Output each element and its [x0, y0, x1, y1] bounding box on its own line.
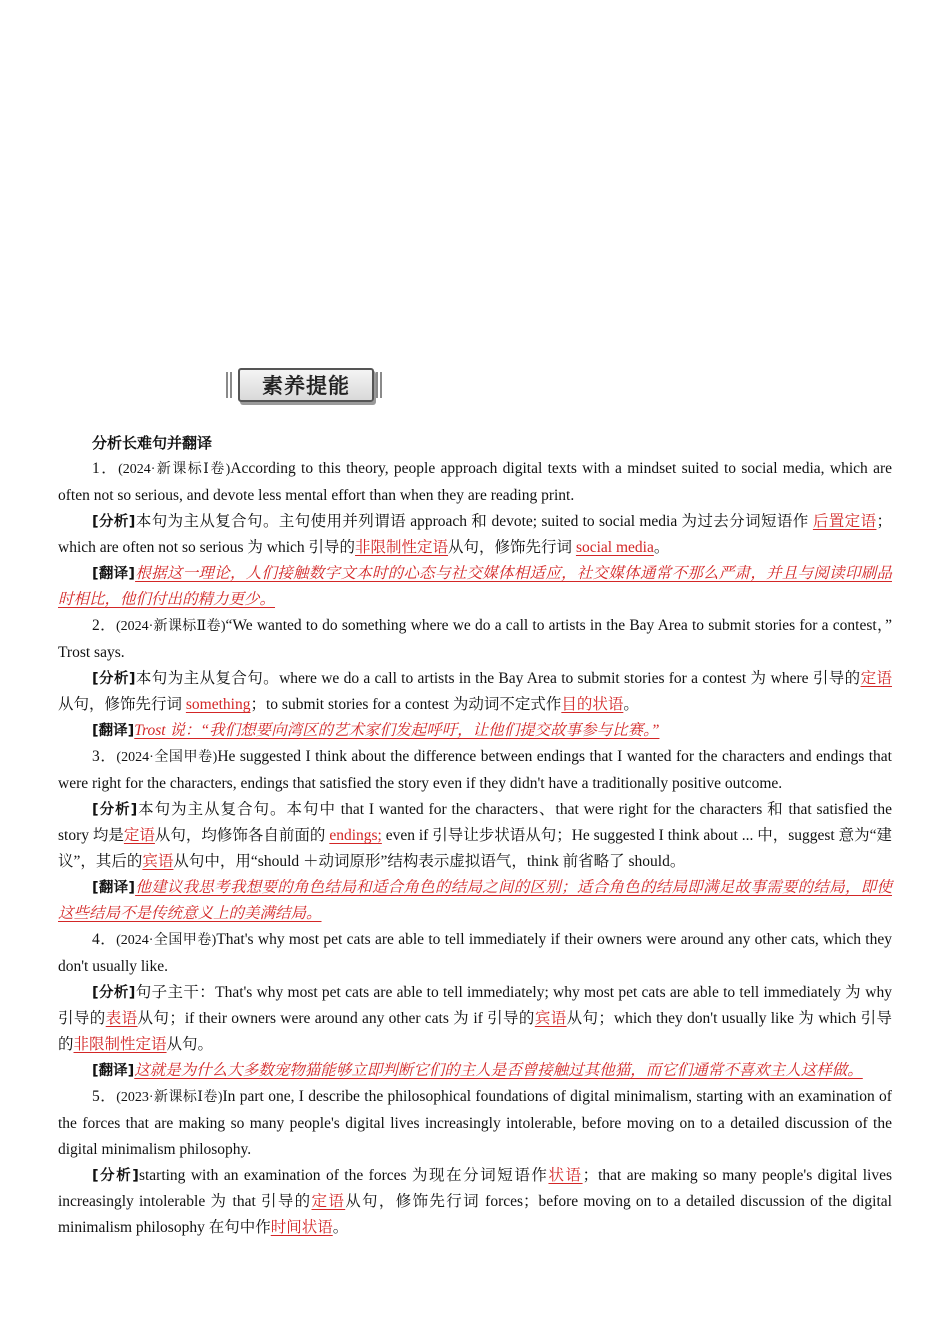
- item-number: 2．: [92, 617, 116, 634]
- item-1-sentence: [58, 456, 892, 509]
- translation-tag: [翻译]: [92, 723, 135, 739]
- item-number: 5．: [92, 1088, 117, 1105]
- answer-blank: 非限制性定语: [355, 539, 449, 556]
- analysis-text: 从句，修饰先行词: [448, 539, 573, 556]
- answer-blank: 宾语: [534, 1010, 567, 1027]
- item-source: (2024·全国甲卷): [116, 933, 217, 948]
- item-2-sentence: [58, 613, 892, 666]
- translation-tag: [翻译]: [92, 880, 136, 896]
- item-sentence-text: “We wanted to do something where we do a call to artists in the Bay Area to submit stories for a contest，” Trost says.: [58, 617, 892, 661]
- answer-blank: 后置定语: [812, 513, 877, 530]
- item-number: 3．: [92, 748, 117, 765]
- analysis-text: 。: [623, 696, 639, 713]
- item-number: 4．: [92, 931, 117, 948]
- item-1-analysis: [58, 509, 892, 561]
- analysis-text: 。: [332, 1219, 349, 1236]
- item-4-translation: [58, 1058, 892, 1084]
- translation-tag: [翻译]: [92, 566, 136, 582]
- item-sentence-text: According to this theory, people approach digital texts with a mindset suited to social media, which are often not so serious, and devote less mental effort than when they are reading print.: [58, 460, 892, 504]
- analysis-text: 从句中，用“should ＋动词原形”结构表示虚拟语气，think 前省略了 should。: [173, 853, 686, 870]
- analysis-text: 句子主干：That's why most pet cats are able to tell immediately; why most pet cats are able to tell immediately 为 why 引导的: [58, 984, 892, 1027]
- translation-tag: [翻译]: [92, 1063, 135, 1079]
- analysis-text: 本句为主从复合句。本句中 that I wanted for the characters、that were right for the characters 和 that satisfied the story 均是: [58, 801, 892, 844]
- analysis-tag: [分析]: [92, 514, 136, 530]
- analysis-tag: [分析]: [92, 671, 136, 687]
- analysis-tag: [分析]: [92, 802, 138, 818]
- analysis-text: 从句，均修饰各自前面的: [154, 827, 326, 844]
- section-badge-label: 素养提能: [238, 368, 374, 402]
- analysis-text: starting with an examination of the forces 为现在分词短语作: [138, 1167, 549, 1184]
- badge-rail-left: [226, 372, 234, 398]
- analysis-text: 从句，修饰先行词 forces；before moving on to a detailed discussion of the digital minimalism philosophy 在句中作: [58, 1193, 892, 1236]
- item-2-analysis: [58, 666, 892, 718]
- analysis-text: ；that are making so many people's digital lives increasingly intolerable 为 that 引导的: [58, 1167, 892, 1210]
- answer-blank: 定语: [123, 827, 155, 844]
- item-5-analysis: [58, 1163, 892, 1241]
- translation-answer: 这就是为什么大多数宠物猫能够立即判断它们的主人是否曾接触过其他猫，而它们通常不喜欢主人这样做。: [134, 1062, 863, 1079]
- answer-blank: 时间状语: [270, 1219, 333, 1236]
- badge-rail-right: [376, 372, 384, 398]
- translation-answer: 他建议我思考我想要的角色结局和适合角色的结局之间的区别；适合角色的结局即满足故事需要的结局，即使这些结局不是传统意义上的美满结局。: [58, 879, 892, 922]
- analysis-tag: [分析]: [92, 985, 136, 1001]
- item-3-analysis: [58, 797, 892, 875]
- analysis-text: even if 引导让步状语从句；He suggested I think about ... 中，suggest 意为“建议”，其后的: [58, 827, 892, 870]
- answer-blank: 定语: [860, 670, 892, 687]
- item-source: (2023·新课标Ⅰ卷): [116, 1090, 223, 1105]
- item-4-sentence: [58, 927, 892, 980]
- analysis-text: ；to submit stories for a contest 为动词不定式作: [250, 696, 562, 713]
- answer-blank: 宾语: [142, 853, 174, 870]
- analysis-text: 本句为主从复合句。主句使用并列谓语 approach 和 devote; suited to social media 为过去分词短语作: [135, 513, 809, 530]
- item-source: (2024·新课标Ⅰ卷): [118, 462, 231, 477]
- answer-blank: endings;: [329, 827, 382, 844]
- section-badge: [226, 368, 384, 402]
- item-4-analysis: [58, 980, 892, 1058]
- answer-blank: 状语: [548, 1167, 583, 1184]
- item-sentence-text: He suggested I think about the difference between endings that I wanted for the characters and endings that were right for the characters, endings that satisfied the story even if they didn't have a traditionally positive outcome.: [58, 748, 892, 792]
- answer-blank: 定语: [311, 1193, 346, 1210]
- answer-blank: something: [185, 696, 251, 713]
- item-source: (2024·新课标Ⅱ卷): [115, 619, 226, 634]
- exercise-content: [58, 430, 892, 1241]
- analysis-tag: [分析]: [92, 1168, 139, 1184]
- analysis-text: 。: [653, 539, 670, 556]
- analysis-text: 本句为主从复合句。where we do a call to artists in the Bay Area to submit stories for a contest 为 where 引导的: [135, 670, 861, 687]
- answer-blank: 表语: [105, 1010, 138, 1027]
- answer-blank: 非限制性定语: [73, 1036, 167, 1053]
- answer-blank: 目的状语: [561, 696, 624, 713]
- answer-blank: social media: [575, 539, 654, 556]
- translation-answer: 根据这一理论，人们接触数字文本时的心态与社交媒体相适应，社交媒体通常不那么严肃，并且与阅读印刷品时相比，他们付出的精力更少。: [58, 565, 892, 608]
- item-sentence-text: In part one, I describe the philosophical foundations of digital minimalism, starting with an examination of the forces that are making so many people's digital lives increasingly intolerable, before moving on to a detailed discussion of the digital minimalism philosophy.: [58, 1088, 892, 1158]
- analysis-text: 从句，修饰先行词: [58, 696, 183, 713]
- analysis-text: 从句。: [166, 1036, 214, 1053]
- item-5-sentence: [58, 1084, 892, 1163]
- translation-answer: Trost 说：“我们想要向湾区的艺术家们发起呼吁，让他们提交故事参与比赛。”: [134, 722, 660, 739]
- item-2-translation: [58, 718, 892, 744]
- item-source: (2024·全国甲卷): [116, 750, 218, 765]
- item-3-sentence: [58, 744, 892, 797]
- item-1-translation: [58, 561, 892, 613]
- item-sentence-text: That's why most pet cats are able to tell immediately if their owners were around any other cats, which they don't usually like.: [58, 931, 892, 975]
- analysis-text: 从句；which they don't usually like 为 which 引导的: [58, 1010, 892, 1053]
- analysis-text: ；which are often not so serious 为 which 引导的: [58, 513, 892, 556]
- exercise-heading: 分析长难句并翻译: [92, 434, 213, 452]
- item-number: 1．: [92, 460, 119, 477]
- analysis-text: 从句；if their owners were around any other cats 为 if 引导的: [137, 1010, 535, 1027]
- item-3-translation: [58, 875, 892, 927]
